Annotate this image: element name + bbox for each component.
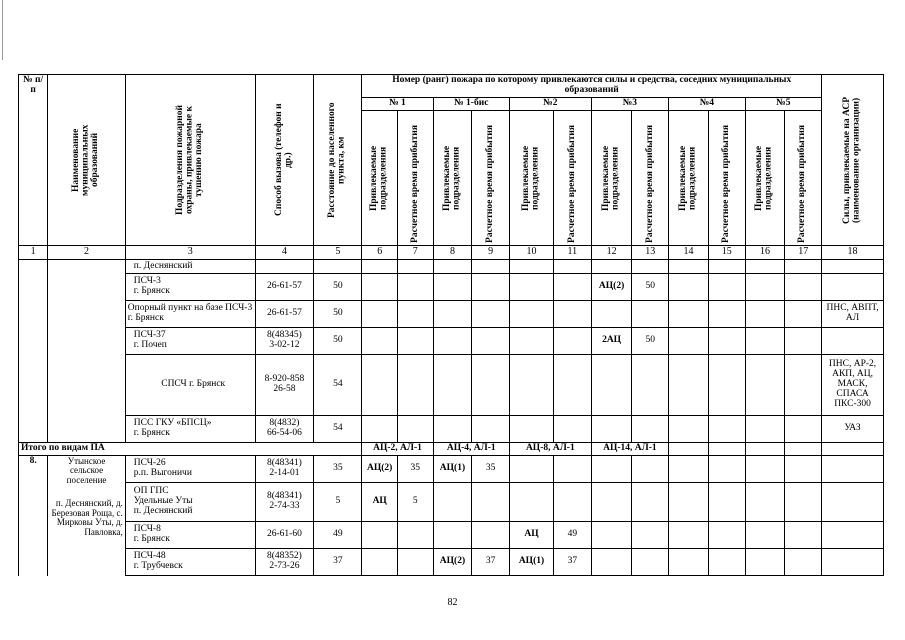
colnum: 18	[822, 246, 884, 260]
colnum: 2	[48, 246, 125, 260]
header-row-1	[19, 75, 884, 98]
municipality-title: Утынское сельское поселение	[66, 456, 107, 485]
colnum: 11	[553, 246, 591, 260]
unit-name: ПСС ГКУ «БПСЦ» г. Брянск	[125, 416, 255, 443]
rank1-time: 5	[397, 483, 433, 522]
distance: 54	[314, 355, 362, 416]
totals-row	[19, 443, 884, 456]
call-method: 8(48352) 2-73-26	[255, 549, 314, 576]
colnum: 8	[433, 246, 472, 260]
table-row	[19, 274, 884, 301]
sub-time-1bis	[472, 111, 510, 246]
colnum: 1	[19, 246, 48, 260]
table-row	[19, 355, 884, 416]
colnum: 4	[255, 246, 314, 260]
column-number-row	[19, 246, 884, 260]
header-units	[125, 75, 255, 246]
sub-units-5-text: Привлекаемые подразделения	[754, 145, 774, 211]
sub-time-1	[397, 111, 433, 246]
unit-name: ОП ГПС Удельные Уты п. Деснянский	[125, 483, 255, 522]
call-method: 8(48341) 2-74-33	[255, 483, 314, 522]
header-rank-5: №5	[745, 98, 822, 111]
sub-units-1bis	[433, 111, 472, 246]
section1-no-cell	[19, 260, 48, 443]
header-call-text: Способ вызова (телефон и др.)	[273, 103, 294, 217]
call-method: 8-920-858 26-58	[255, 355, 314, 416]
header-distance-text: Расстояние до населенного пункта, км	[327, 102, 347, 218]
distance: 35	[314, 456, 362, 483]
rank1-units: АЦ	[362, 483, 398, 522]
colnum: 3	[125, 246, 255, 260]
table-row	[19, 483, 884, 522]
municipality-places: п. Деснянский, д. Березовая Роща, с. Мирковы Уты, д. Павловка,	[51, 498, 123, 537]
colnum: 16	[745, 246, 785, 260]
sub-units-1	[362, 111, 398, 246]
sub-units-3	[591, 111, 632, 246]
colnum: 12	[591, 246, 632, 260]
header-rank-group: Номер (ранг) пожара по которому привлекаются силы и средства, соседних муниципальных образований	[362, 75, 822, 98]
totals-rank1bis: АЦ-4, АЛ-1	[433, 443, 509, 456]
table-row	[19, 328, 884, 355]
asr: ПНС, АР-2, АКП, АЦ, МАСК, СПАСА ПКС-300	[822, 355, 884, 416]
call-method: 26-61-60	[255, 522, 314, 549]
sub-units-3-text: Привлекаемые подразделения	[601, 145, 621, 211]
rank3-time: 50	[632, 274, 669, 301]
colnum: 15	[708, 246, 745, 260]
sub-time-1-text: Расчетное время прибытия	[409, 125, 420, 243]
totals-label: Итого по видам ПА	[19, 443, 362, 456]
rank2-time: 37	[553, 549, 591, 576]
asr	[822, 274, 884, 301]
sub-time-3	[632, 111, 669, 246]
colnum: 7	[397, 246, 433, 260]
asr: УАЗ	[822, 416, 884, 443]
unit-name: ПСЧ-3 г. Брянск	[125, 274, 255, 301]
totals-rank3: АЦ-14, АЛ-1	[591, 443, 668, 456]
header-municipality-text: Наименование муниципальных образований	[71, 124, 101, 196]
distance: 37	[314, 549, 362, 576]
rank3-units: 2АЦ	[591, 328, 632, 355]
unit-name: ПСЧ-48 г. Трубчевск	[125, 549, 255, 576]
sub-time-1bis-text: Расчетное время прибытия	[484, 125, 495, 243]
rank1bis-units: АЦ(2)	[433, 549, 472, 576]
sub-time-4-text: Расчетное время прибытия	[720, 125, 731, 243]
distance: 54	[314, 416, 362, 443]
table-row	[19, 522, 884, 549]
section2-number: 8.	[19, 456, 48, 576]
colnum: 9	[472, 246, 510, 260]
header-rank-2: №2	[510, 98, 592, 111]
distance: 50	[314, 301, 362, 328]
table-row	[19, 301, 884, 328]
header-no: № п/п	[19, 75, 48, 246]
sub-units-1-text: Привлекаемые подразделения	[369, 145, 389, 211]
section1-title-row	[19, 260, 884, 274]
header-asr	[822, 75, 884, 246]
call-method: 8(48341) 2-14-01	[255, 456, 314, 483]
asr	[822, 328, 884, 355]
call-method: 8(4832) 66-54-06	[255, 416, 314, 443]
rank2-units: АЦ(1)	[510, 549, 554, 576]
unit-name: ПСЧ-8 г. Брянск	[125, 522, 255, 549]
colnum: 17	[785, 246, 822, 260]
fire-resources-table	[18, 74, 884, 576]
distance: 49	[314, 522, 362, 549]
sub-time-5	[785, 111, 822, 246]
colnum: 13	[632, 246, 669, 260]
rank1-time: 35	[397, 456, 433, 483]
sub-time-4	[708, 111, 745, 246]
sub-units-1bis-text: Привлекаемые подразделения	[441, 145, 462, 211]
distance: 50	[314, 274, 362, 301]
distance: 5	[314, 483, 362, 522]
totals-rank2: АЦ-8, АЛ-1	[510, 443, 592, 456]
call-method: 26-61-57	[255, 301, 314, 328]
sub-time-3-text: Расчетное время прибытия	[644, 125, 655, 243]
sub-units-2-text: Привлекаемые подразделения	[520, 145, 541, 211]
header-asr-text: Силы, привлекаемые на АСР (наименование организации)	[842, 96, 862, 224]
call-method: 8(48345) 3-02-12	[255, 328, 314, 355]
table-row	[19, 549, 884, 576]
sub-units-2	[510, 111, 554, 246]
rank1-units: АЦ(2)	[362, 456, 398, 483]
rank1bis-time: 35	[472, 456, 510, 483]
header-units-text: Подразделения пожарной охраны, привлекаемые к тушению пожара	[174, 105, 204, 215]
colnum: 5	[314, 246, 362, 260]
unit-name: ПСЧ-37 г. Почеп	[125, 328, 255, 355]
rank1bis-units: АЦ(1)	[433, 456, 472, 483]
colnum: 6	[362, 246, 398, 260]
section1-municipality-cell	[48, 260, 125, 443]
sub-time-5-text: Расчетное время прибытия	[797, 125, 808, 243]
totals-rank1: АЦ-2, АЛ-1	[362, 443, 433, 456]
section1-title: п. Деснянский	[125, 260, 255, 274]
colnum: 14	[669, 246, 709, 260]
header-rank-4: №4	[669, 98, 745, 111]
header-rank-3: №3	[591, 98, 668, 111]
section2-municipality	[48, 456, 125, 576]
rank3-units: АЦ(2)	[591, 274, 632, 301]
header-municipality	[48, 75, 125, 246]
table-row	[19, 456, 884, 483]
table-row	[19, 416, 884, 443]
asr: ПНС, АВПТ, АЛ	[822, 301, 884, 328]
page-number: 82	[447, 597, 458, 608]
header-rank-1bis: № 1-бис	[433, 98, 509, 111]
header-call	[255, 75, 314, 246]
sub-units-4	[669, 111, 709, 246]
sub-units-4-text: Привлекаемые подразделения	[678, 145, 698, 211]
colnum: 10	[510, 246, 554, 260]
sub-time-2-text: Расчетное время прибытия	[566, 125, 577, 243]
margin-line	[2, 0, 3, 60]
distance: 50	[314, 328, 362, 355]
call-method: 26-61-57	[255, 274, 314, 301]
rank2-units: АЦ	[510, 522, 554, 549]
sub-time-2	[553, 111, 591, 246]
rank1bis-time: 37	[472, 549, 510, 576]
rank3-time: 50	[632, 328, 669, 355]
sub-units-5	[745, 111, 785, 246]
unit-name: Опорный пункт на базе ПСЧ-3 г. Брянск	[125, 301, 255, 328]
rank2-time: 49	[553, 522, 591, 549]
unit-name: СПСЧ г. Брянск	[125, 355, 255, 416]
header-distance	[314, 75, 362, 246]
unit-name: ПСЧ-26 р.п. Выгоничи	[125, 456, 255, 483]
header-rank-1: № 1	[362, 98, 433, 111]
